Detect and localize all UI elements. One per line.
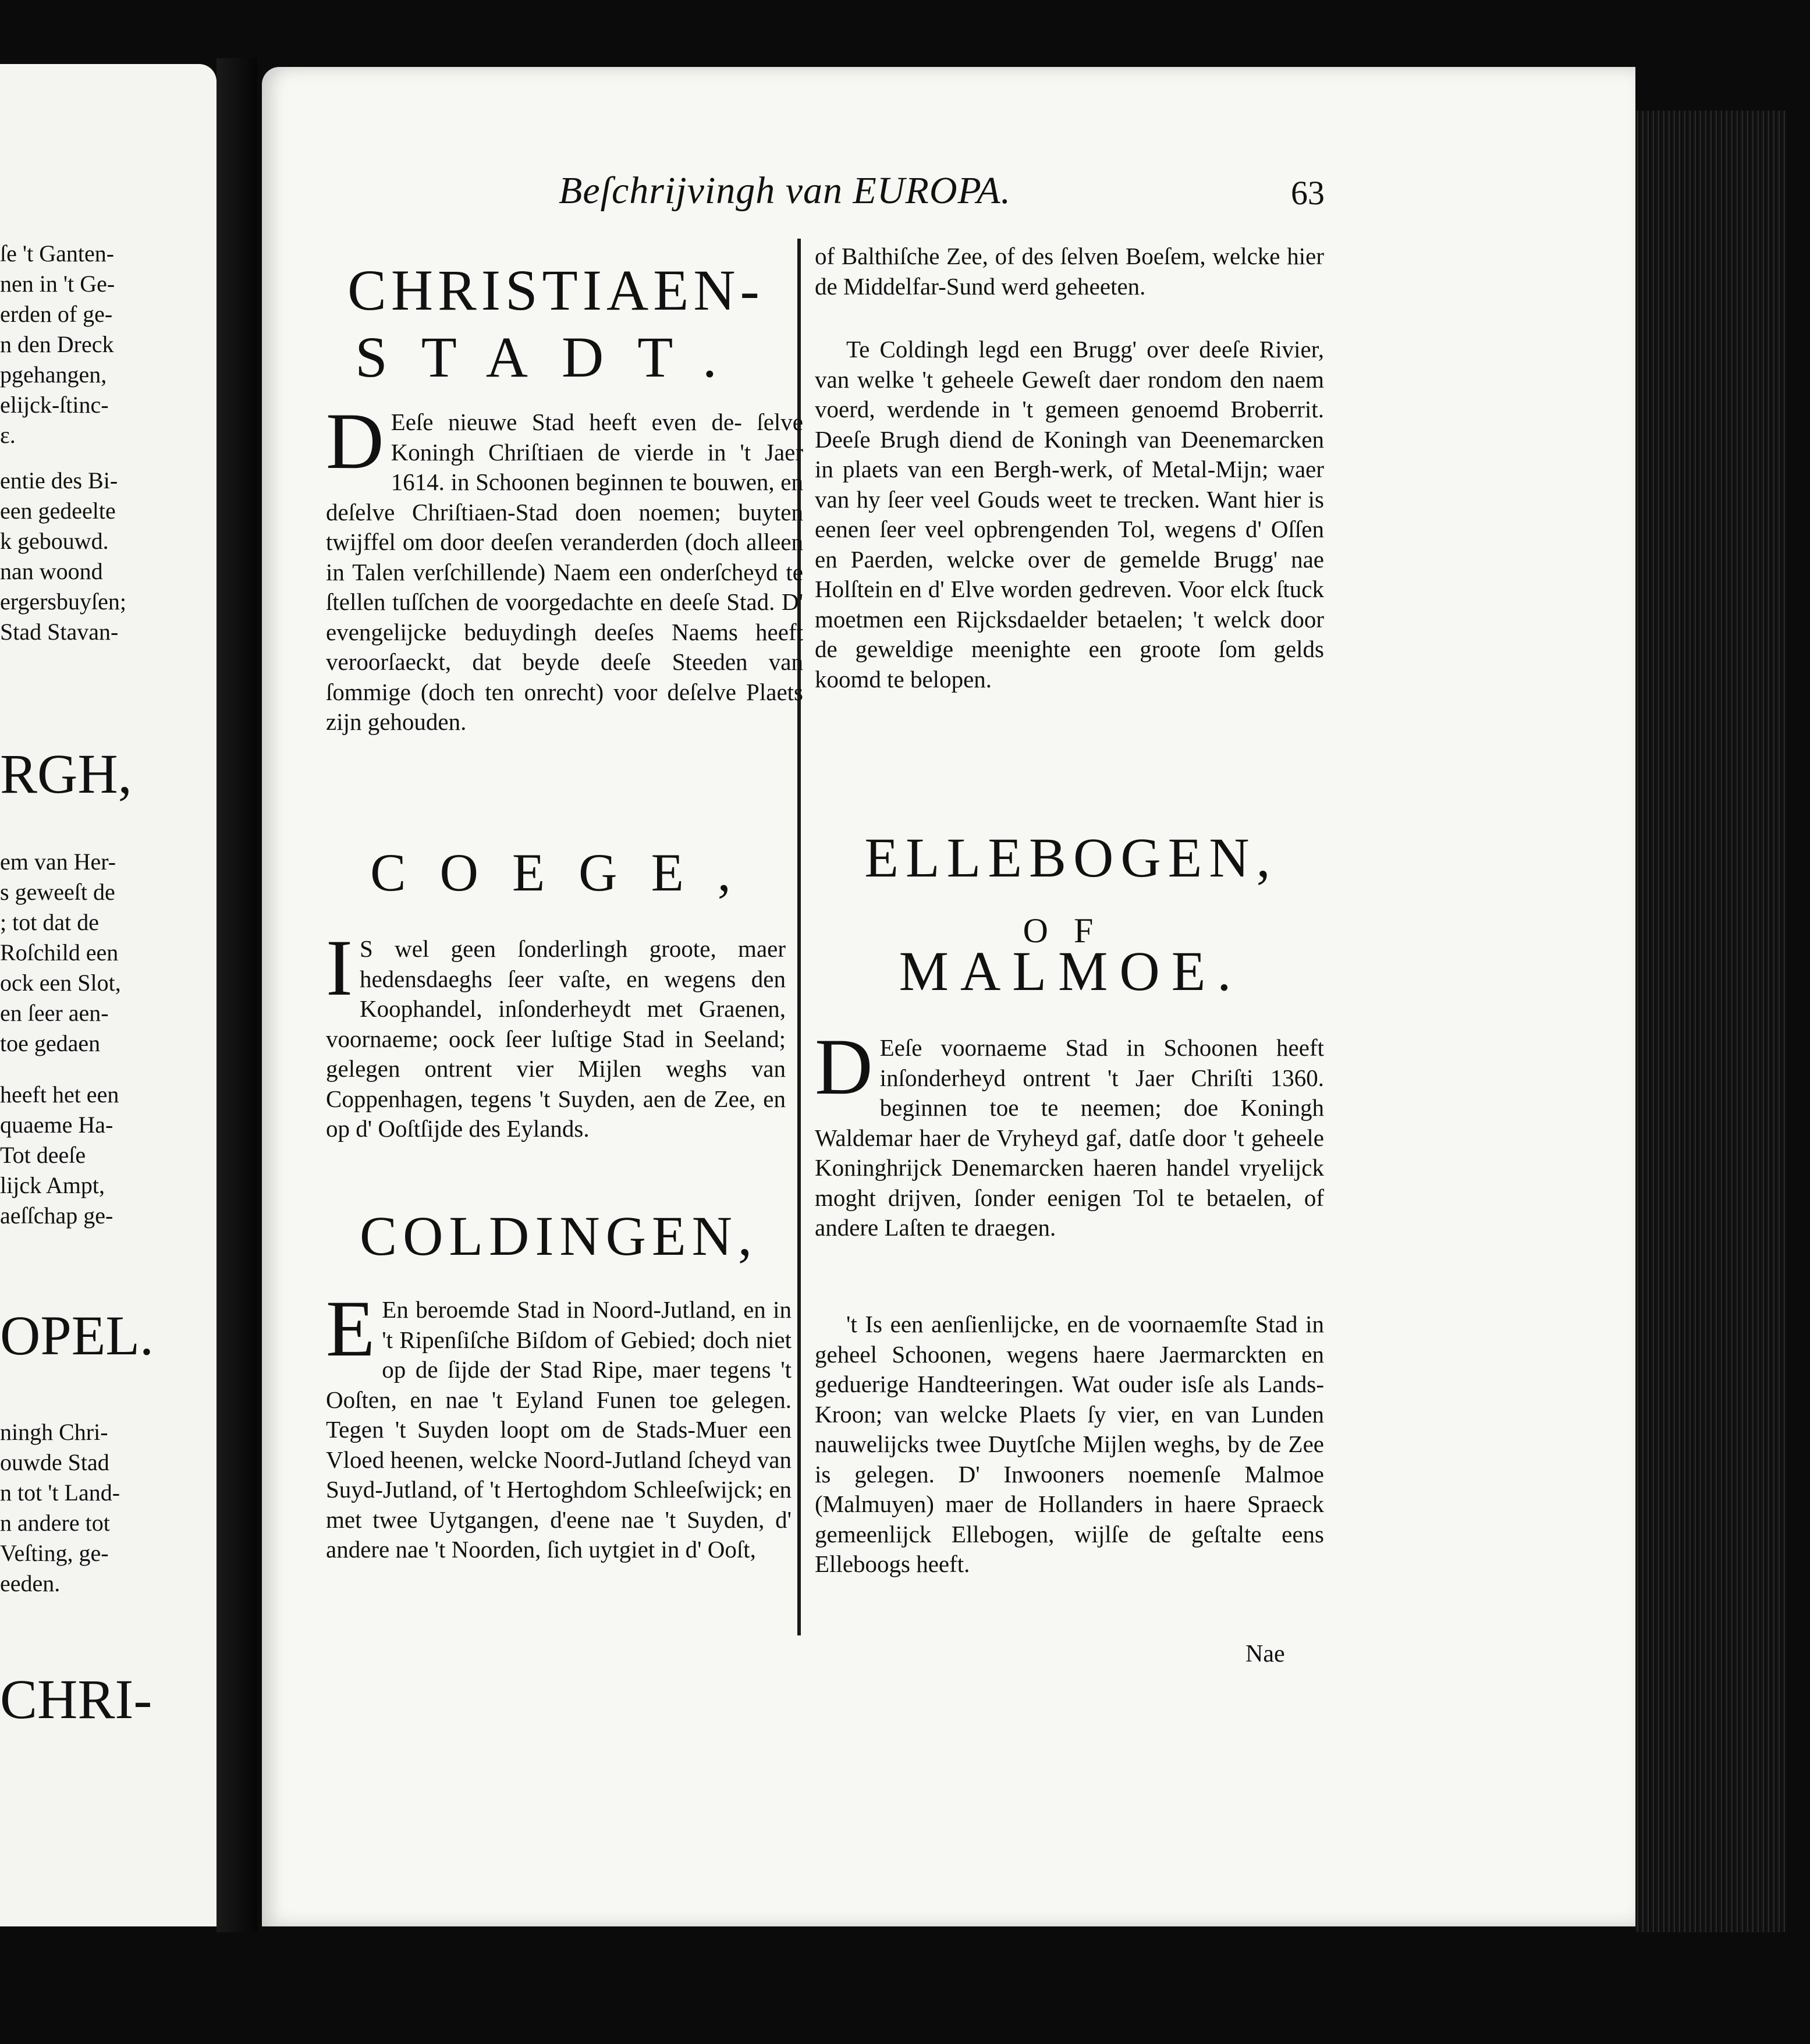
heading-ellebogen-line3: MALMOE. bbox=[899, 940, 1243, 1002]
left-fragment: ningh Chri- bbox=[0, 1419, 108, 1445]
left-fragment: ɛ. bbox=[0, 422, 16, 448]
left-fragment: ſe 't Ganten- bbox=[0, 240, 115, 267]
paragraph-text: of Balthiſche Zee, of des ſelven Boeſem, welcke hier de Middelfar-Sund werd geheeten. bbox=[815, 243, 1324, 300]
heading-coege: COEGE, bbox=[370, 843, 765, 902]
heading-christiaenstadt-line1: CHRISTIAEN- bbox=[347, 258, 764, 322]
paragraph-text: Te Coldingh legd een Brugg' over deeſe Rivier, van welke 't geheele Geweſt daer rondom den naem voerd, werdende in 't gemeen genoemd Broberrit. Deeſe Brugh diend de Koningh van Deenemarcken in plaets van een Bergh-werk, of Metal-Mijn; waer van hy ſeer veel Gouds weet te trecken. Want hier is eenen ſeer veel opbrengenden Tol, wegens d' Oſſen en Paerden, welcke over de gemelde Brugg' nae Holſtein en d' Elve worden gedreven. Voor elck ſtuck moetmen een Rijcksdaelder betaelen; 't welck door de geweldige meenighte een groote ſom gelds koomd te belopen. bbox=[815, 336, 1324, 693]
left-fragment: en ſeer aen- bbox=[0, 1000, 109, 1026]
left-fragment: nen in 't Ge- bbox=[0, 271, 115, 297]
left-fragment: Stad Stavan- bbox=[0, 619, 119, 645]
left-fragment: n den Dreck bbox=[0, 331, 114, 357]
heading-ellebogen-line2: OF bbox=[1023, 911, 1119, 950]
left-heading-fragment: RGH, bbox=[0, 743, 132, 805]
book-gutter bbox=[217, 58, 257, 1932]
paragraph-text: En beroemde Stad in Noord-Jutland, en in 't Ripenſiſche Biſdom of Gebied; doch niet op de ſijde der Stad Ripe, maer tegens 't Ooſten, en nae 't Eyland Funen toe gelegen. Tegen 't Suyden loopt om de Stads-Muer een Vloed heenen, welcke Noord-Jutland ſcheyd van Suyd-Jutland, of 't Hertoghdom Schleeſwijck; en met twee Uytgangen, d'eene nae 't Suyden, d' andere nae 't Noorden, ſich uytgiet in d' Ooſt, bbox=[326, 1296, 792, 1563]
left-fragment: entie des Bi- bbox=[0, 467, 118, 494]
paragraph-continuation bbox=[815, 242, 1324, 301]
left-fragment: aeſſchap ge- bbox=[0, 1202, 113, 1229]
heading-coldingen: COLDINGEN, bbox=[360, 1205, 758, 1267]
left-fragment: lijck Ampt, bbox=[0, 1172, 105, 1198]
paragraph-text: 't Is een aenſienlijcke, en de voornaemſte Stad in geheel Schoonen, wegens haere Jaermarckten en geduerige Handteeringen. Wat ouder isſe als Lands-Kroon; van welcke Plaets ſy vier, en van Lunden nauwelijcks twee Duytſche Mijlen weghs, by de Zee is gelegen. D' Inwooners noemenſe Malmoe (Malmuyen) maer de Hollanders in haere Spraeck gemeenlijck Ellebogen, wijlſe de geſtalte eens Elleboogs heeft. bbox=[815, 1311, 1324, 1577]
previous-page bbox=[0, 64, 217, 1926]
page-number: 63 bbox=[1291, 174, 1325, 212]
paragraph-malmoe bbox=[815, 1310, 1324, 1580]
paragraph-coldingh-bridge bbox=[815, 335, 1324, 694]
paragraph-text: Eeſe voornaeme Stad in Schoonen heeft inſonderheyd ontrent 't Jaer Chriſti 1360. beginnen toe te neemen; doe Koningh Waldemar haer de Vryheyd gaf, datſe door 't geheele Koninghrijck Denemarcken haeren handel vryelijck moght drijven, ſonder eenigen Tol te betaelen, of andere Laſten te draegen. bbox=[815, 1034, 1324, 1241]
catchword: Nae bbox=[1245, 1641, 1285, 1667]
left-fragment: eeden. bbox=[0, 1570, 61, 1596]
left-fragment: ock een Slot, bbox=[0, 970, 121, 996]
left-fragment: nan woond bbox=[0, 558, 103, 584]
paragraph-christiaenstadt bbox=[326, 396, 803, 737]
left-fragment: ouwde Stad bbox=[0, 1449, 109, 1475]
heading-christiaenstadt-line2: STADT. bbox=[355, 325, 751, 389]
drop-cap: E bbox=[326, 1284, 375, 1373]
left-fragment: een gedeelte bbox=[0, 498, 116, 524]
paragraph-text: S wel geen ſonderlingh groote, maer hedensdaeghs ſeer vaſte, en wegens den Koophandel, inſonderheydt met Graenen, voornaeme; oock ſeer luſtige Stad in Seeland; gelegen ontrent vier Mijlen weghs van Coppenhagen, tegens 't Suyden, aen de Zee, en op d' Ooſtſijde des Eylands. bbox=[326, 935, 786, 1142]
paragraph-text: Eeſe nieuwe Stad heeft even de- ſelve Koningh Chriſtiaen de vierde in 't Jaer 1614. in Schoonen beginnen te bouwen, en deſelve Chriſtiaen-Stad doen noemen; buyten twijffel om door deeſen veranderden (doch alleen in Talen verſchillende) Naem een onderſcheyd te ſtellen tuſſchen de voorgedachte en deeſe Stad. D' evengelijcke beduydingh deeſes Naems heeft veroorſaeckt, dat beyde deeſe Steeden van ſommige (doch ten onrecht) voor deſelve Plaets zijn gehouden. bbox=[326, 409, 803, 735]
left-fragment: Roſchild een bbox=[0, 939, 119, 966]
drop-cap: I bbox=[326, 923, 353, 1012]
running-title: Beſchrijvingh van EUROPA. bbox=[559, 169, 1012, 212]
left-fragment: Tot deeſe bbox=[0, 1142, 86, 1168]
left-fragment: heeft het een bbox=[0, 1081, 119, 1108]
heading-ellebogen-line1: ELLEBOGEN, bbox=[864, 826, 1277, 889]
paragraph-coldingen bbox=[326, 1284, 792, 1565]
page-edges bbox=[1635, 111, 1787, 1932]
paragraph-ellebogen bbox=[815, 1022, 1324, 1243]
drop-cap: D bbox=[815, 1022, 873, 1111]
left-fragment: toe gedaen bbox=[0, 1030, 101, 1056]
left-fragment: em van Her- bbox=[0, 849, 116, 875]
left-fragment: erden of ge- bbox=[0, 301, 113, 327]
paragraph-coege bbox=[326, 923, 786, 1144]
left-fragment: k gebouwd. bbox=[0, 528, 109, 554]
left-fragment: ergersbuyſen; bbox=[0, 588, 126, 615]
left-fragment: pgehangen, bbox=[0, 361, 107, 388]
left-fragment: n andere tot bbox=[0, 1510, 110, 1536]
left-fragment: Veſting, ge- bbox=[0, 1540, 109, 1566]
left-fragment: n tot 't Land- bbox=[0, 1479, 120, 1506]
left-heading-fragment: OPEL. bbox=[0, 1304, 154, 1367]
drop-cap: D bbox=[326, 396, 384, 485]
left-fragment: quaeme Ha- bbox=[0, 1112, 113, 1138]
left-fragment: ; tot dat de bbox=[0, 909, 99, 935]
left-fragment: s geweeſt de bbox=[0, 879, 115, 905]
left-heading-fragment: CHRI- bbox=[0, 1668, 152, 1730]
left-fragment: elijck-ſtinc- bbox=[0, 392, 109, 418]
